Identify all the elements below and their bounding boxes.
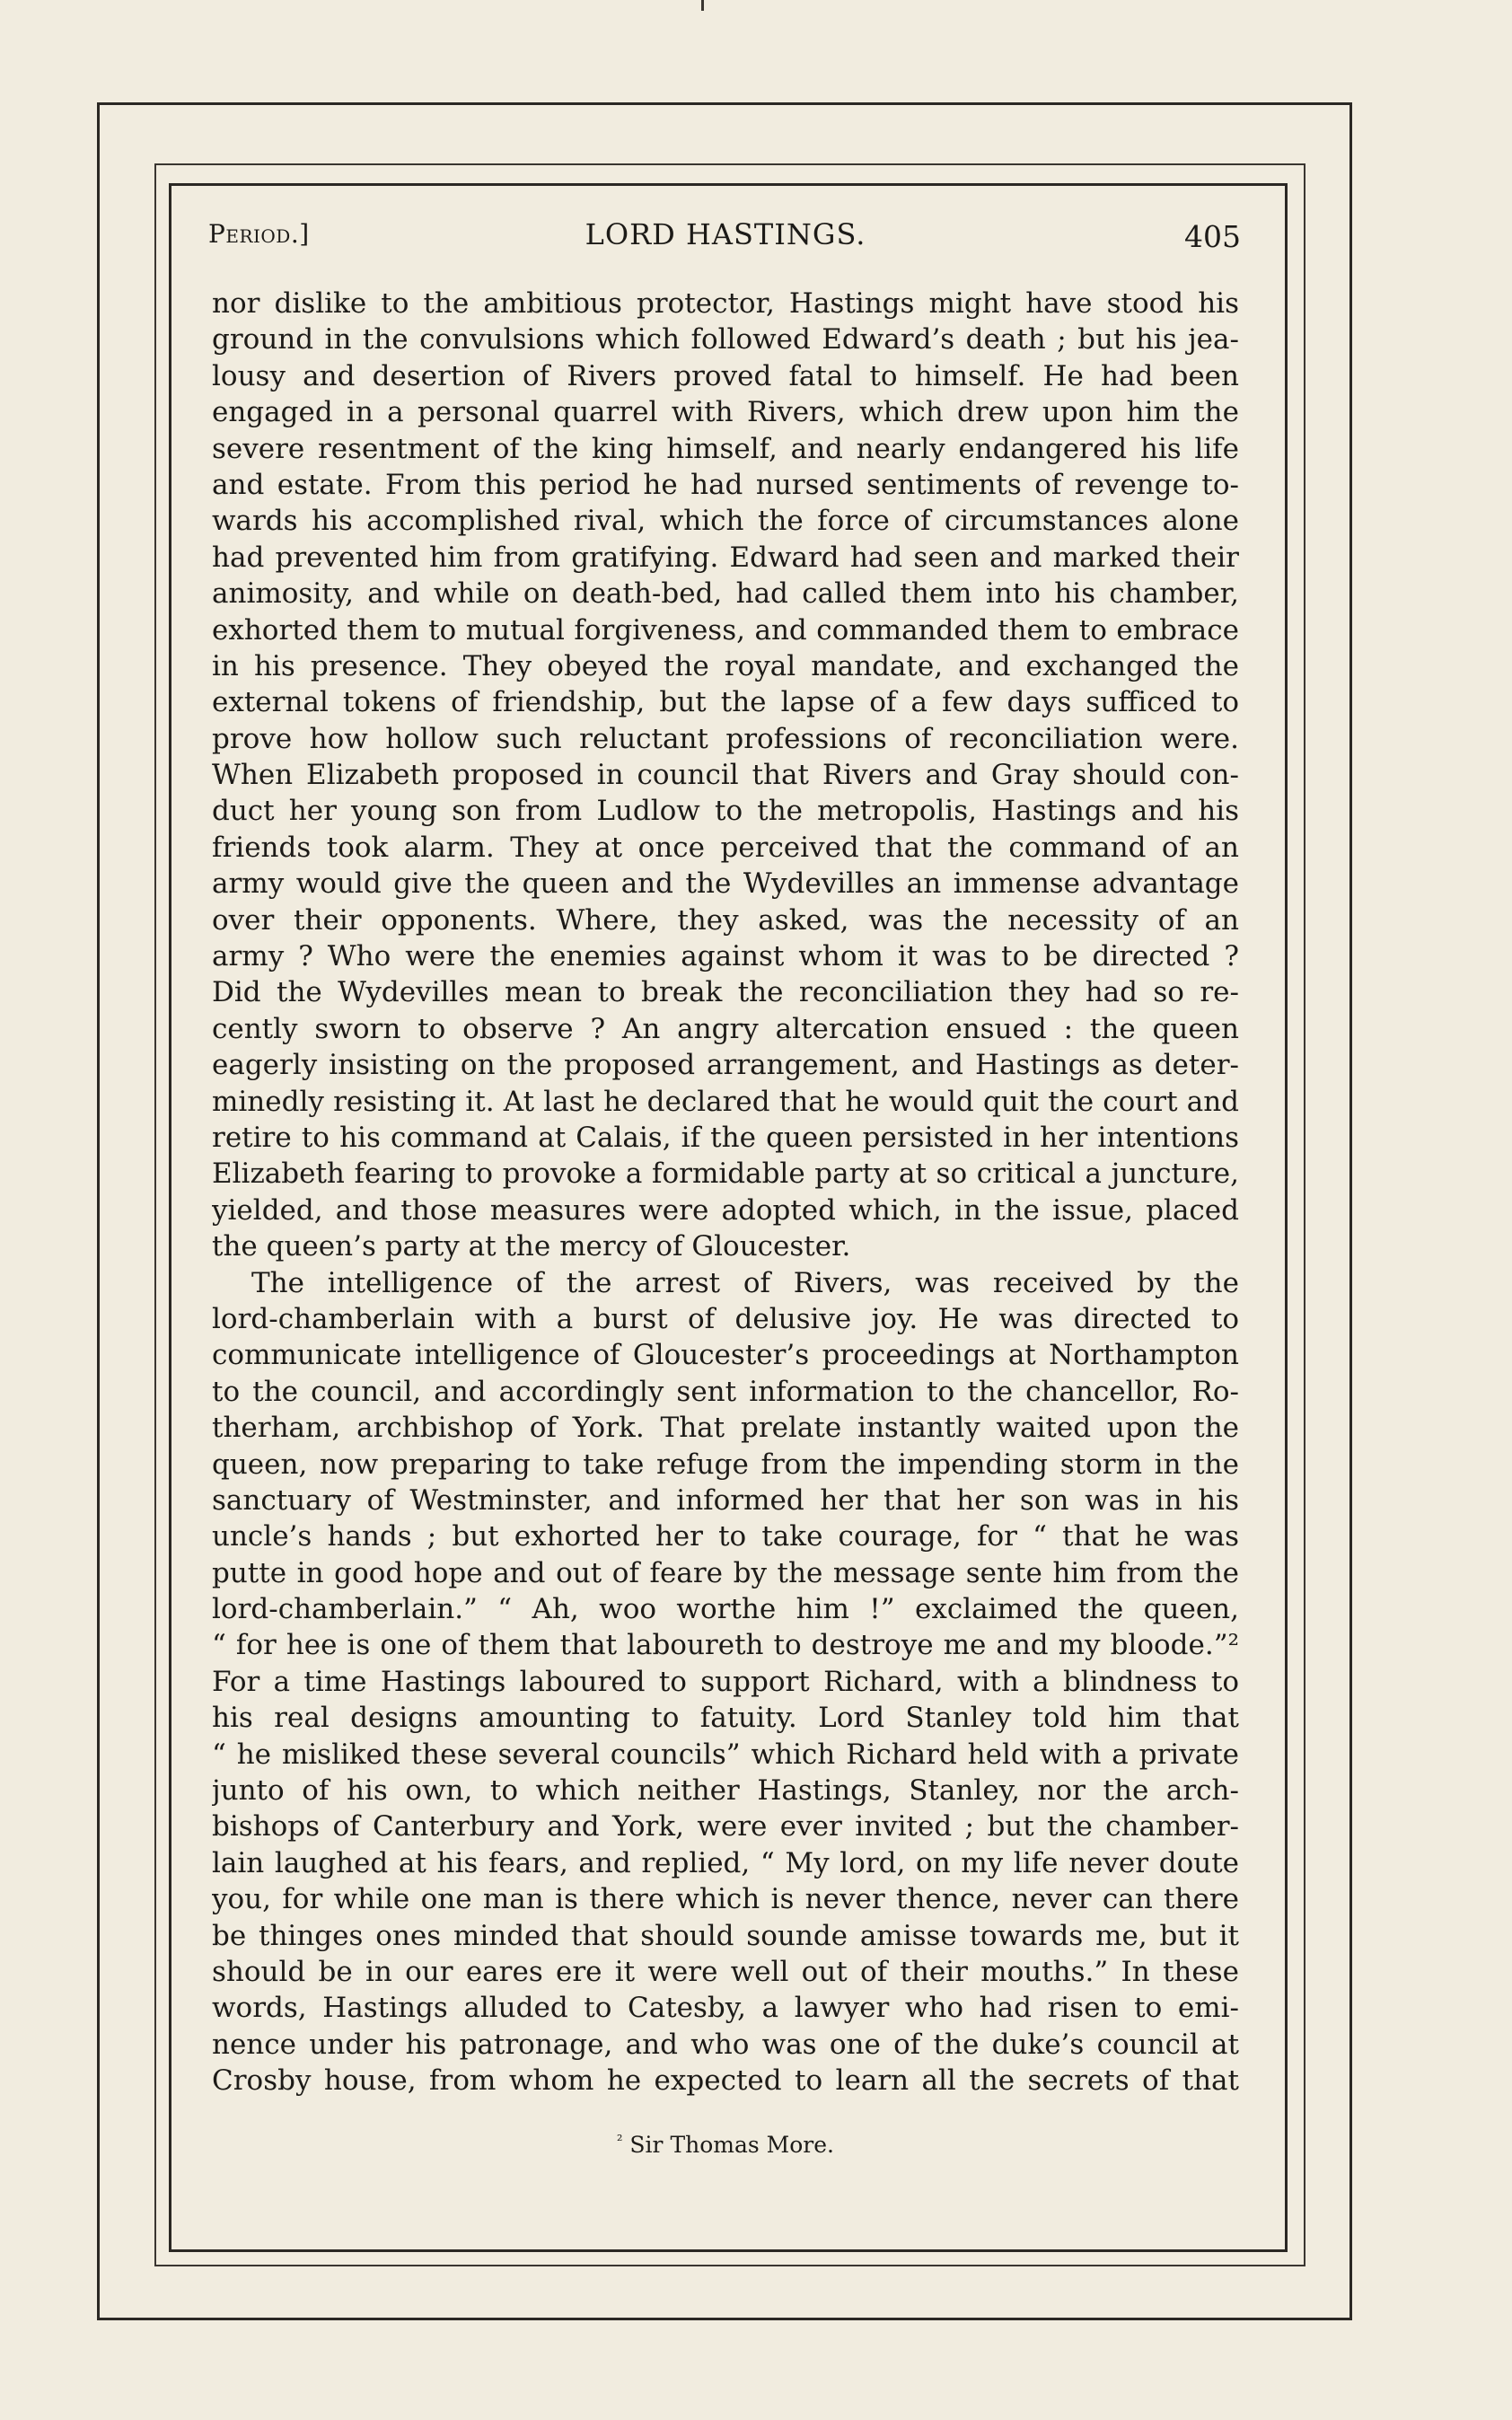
text-line: yielded, and those measures were adopted which, in the issue, placed: [212, 1193, 1239, 1227]
text-line: For a time Hastings laboured to support Richard, with a blindness to: [212, 1665, 1239, 1698]
text-line: to the council, and accordingly sent information to the chancellor, Ro-: [212, 1375, 1239, 1408]
text-line: exhorted them to mutual forgiveness, and commanded them to embrace: [212, 613, 1239, 647]
header-section-label: Period.]: [208, 219, 310, 249]
text-line: over their opponents. Where, they asked, was the necessity of an: [212, 903, 1239, 937]
text-line: Crosby house, from whom he expected to learn all the secrets of that: [212, 2064, 1239, 2098]
text-line: prove how hollow such reluctant professions of reconciliation were.: [212, 722, 1239, 755]
page-number: 405: [1184, 219, 1241, 254]
text-line: putte in good hope and out of feare by the message sente him from the: [212, 1556, 1239, 1589]
text-line: Did the Wydevilles mean to break the reconciliation they had so re-: [212, 976, 1239, 1009]
text-line: animosity, and while on death-bed, had called them into his chamber,: [212, 577, 1239, 611]
text-line: nence under his patronage, and who was one of the duke’s council at: [212, 2028, 1239, 2061]
text-line: junto of his own, to which neither Hastings, Stanley, nor the arch-: [212, 1774, 1239, 1808]
text-line: and estate. From this period he had nursed sentiments of revenge to-: [212, 468, 1239, 501]
text-line: severe resentment of the king himself, and nearly endangered his life: [212, 432, 1239, 465]
text-line: retire to his command at Calais, if the queen persisted in her intentions: [212, 1121, 1239, 1154]
text-line: army ? Who were the enemies against whom it was to be directed ?: [212, 940, 1239, 973]
text-line: wards his accomplished rival, which the force of circumstances alone: [212, 505, 1239, 538]
footnote-marker: ²: [617, 2132, 623, 2149]
text-line: lain laughed at his fears, and replied, “ My lord, on my life never doute: [212, 1846, 1239, 1879]
text-line: sanctuary of Westminster, and informed her that her son was in his: [212, 1483, 1239, 1517]
text-line: his real designs amounting to fatuity. Lord Stanley told him that: [212, 1702, 1239, 1735]
text-line: minedly resisting it. At last he declared that he would quit the court and: [212, 1085, 1239, 1118]
text-line: you, for while one man is there which is never thence, never can there: [212, 1883, 1239, 1916]
running-header: [207, 217, 1244, 260]
text-line: had prevented him from gratifying. Edward had seen and marked their: [212, 541, 1239, 574]
text-line: words, Hastings alluded to Catesby, a lawyer who had risen to emi-: [212, 1992, 1239, 2025]
body-text: [212, 286, 1239, 2099]
page-edge-mark: [701, 0, 704, 11]
text-line: should be in our eares ere it were well out of their mouths.” In these: [212, 1955, 1239, 1988]
text-line: uncle’s hands ; but exhorted her to take courage, for “ that he was: [212, 1520, 1239, 1553]
text-line: the queen’s party at the mercy of Gloucester.: [212, 1230, 851, 1263]
text-line: ground in the convulsions which followed Edward’s death ; but his jea-: [212, 323, 1239, 356]
text-line: lord-chamberlain.” “ Ah, woo worthe him !” exclaimed the queen,: [212, 1593, 1239, 1626]
text-line: in his presence. They obeyed the royal mandate, and exchanged the: [212, 649, 1239, 682]
text-line: be thinges ones minded that should sounde amisse towards me, but it: [212, 1919, 1239, 1952]
header-chapter-title: LORD HASTINGS.: [585, 217, 866, 251]
text-line-paragraph-start: The intelligence of the arrest of Rivers, was received by the: [251, 1266, 1239, 1299]
text-line: When Elizabeth proposed in council that Rivers and Gray should con-: [212, 759, 1239, 792]
text-line: cently sworn to observe ? An angry altercation ensued : the queen: [212, 1012, 1239, 1045]
text-line: “ for hee is one of them that laboureth to destroye me and my bloode.”²: [212, 1629, 1239, 1662]
text-line: “ he misliked these several councils” which Richard held with a private: [212, 1738, 1239, 1771]
text-line: lousy and desertion of Rivers proved fatal to himself. He had been: [212, 359, 1239, 392]
text-line: engaged in a personal quarrel with Rivers, which drew upon him the: [212, 396, 1239, 429]
text-line: friends took alarm. They at once perceived that the command of an: [212, 831, 1239, 864]
text-line: eagerly insisting on the proposed arrangement, and Hastings as deter-: [212, 1049, 1239, 1082]
text-line: communicate intelligence of Gloucester’s proceedings at Northampton: [212, 1339, 1239, 1372]
text-line: duct her young son from Ludlow to the metropolis, Hastings and his: [212, 795, 1239, 828]
text-line: queen, now preparing to take refuge from the impending storm in the: [212, 1448, 1239, 1481]
footnote: [212, 2132, 1239, 2158]
footnote-text: Sir Thomas More.: [629, 2132, 834, 2158]
text-line: external tokens of friendship, but the lapse of a few days sufficed to: [212, 686, 1239, 719]
text-line: nor dislike to the ambitious protector, Hastings might have stood his: [212, 287, 1239, 320]
text-line: lord-chamberlain with a burst of delusive joy. He was directed to: [212, 1302, 1239, 1335]
text-line: army would give the queen and the Wydevilles an immense advantage: [212, 867, 1239, 901]
text-line: Elizabeth fearing to provoke a formidable party at so critical a juncture,: [212, 1157, 1239, 1191]
text-line: therham, archbishop of York. That prelate instantly waited upon the: [212, 1412, 1239, 1445]
text-line: bishops of Canterbury and York, were ever invited ; but the chamber-: [212, 1810, 1239, 1844]
